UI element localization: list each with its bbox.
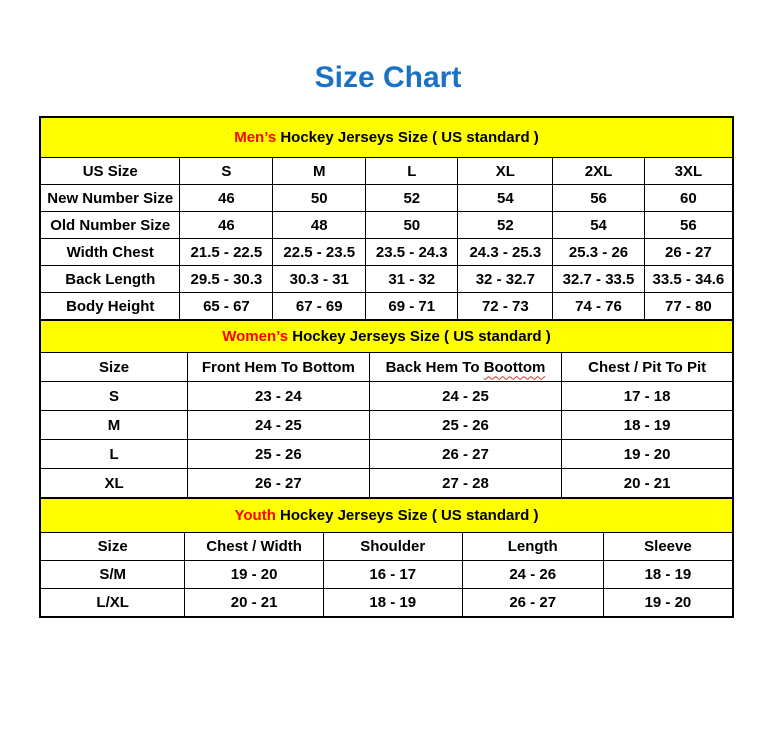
mens-column-header-4: XL bbox=[458, 158, 553, 185]
youth-column-header-3: Length bbox=[462, 533, 603, 561]
mens-cell: 46 bbox=[180, 212, 273, 239]
mens-cell: 33.5 - 34.6 bbox=[644, 266, 733, 293]
mens-cell: 56 bbox=[553, 185, 644, 212]
mens-column-header-6: 3XL bbox=[644, 158, 733, 185]
womens-section-title: Women’s Hockey Jerseys Size ( US standard ) bbox=[40, 320, 733, 353]
youth-section-title: Youth Hockey Jerseys Size ( US standard ) bbox=[40, 498, 733, 533]
mens-column-header-0: US Size bbox=[40, 158, 180, 185]
womens-section-band-row bbox=[40, 320, 733, 353]
mens-data-row-1 bbox=[40, 212, 733, 239]
youth-column-header-row bbox=[40, 533, 733, 561]
youth-data-row-1 bbox=[40, 589, 733, 618]
mens-cell: 50 bbox=[366, 212, 458, 239]
youth-cell: 24 - 26 bbox=[462, 561, 603, 589]
mens-cell: 52 bbox=[458, 212, 553, 239]
mens-cell: 74 - 76 bbox=[553, 293, 644, 321]
mens-cell: 32.7 - 33.5 bbox=[553, 266, 644, 293]
mens-cell: 46 bbox=[180, 185, 273, 212]
mens-section-title-highlight: Men’s bbox=[234, 129, 277, 146]
mens-cell: 22.5 - 23.5 bbox=[273, 239, 366, 266]
mens-cell: 25.3 - 26 bbox=[553, 239, 644, 266]
womens-row-label: XL bbox=[40, 469, 188, 499]
mens-cell: 26 - 27 bbox=[644, 239, 733, 266]
mens-data-row-2 bbox=[40, 239, 733, 266]
mens-column-header-row bbox=[40, 158, 733, 185]
mens-size-table bbox=[39, 116, 734, 321]
mens-row-label: Width Chest bbox=[40, 239, 180, 266]
mens-row-label: New Number Size bbox=[40, 185, 180, 212]
womens-cell: 19 - 20 bbox=[562, 440, 733, 469]
womens-cell: 25 - 26 bbox=[188, 440, 370, 469]
mens-data-row-3 bbox=[40, 266, 733, 293]
womens-size-table bbox=[39, 319, 734, 499]
mens-cell: 72 - 73 bbox=[458, 293, 553, 321]
womens-data-row-2 bbox=[40, 440, 733, 469]
mens-cell: 65 - 67 bbox=[180, 293, 273, 321]
mens-section-band-row bbox=[40, 117, 733, 158]
size-tables-container bbox=[39, 116, 734, 618]
youth-cell: 16 - 17 bbox=[323, 561, 462, 589]
youth-cell: 26 - 27 bbox=[462, 589, 603, 618]
mens-cell: 23.5 - 24.3 bbox=[366, 239, 458, 266]
womens-cell: 24 - 25 bbox=[369, 382, 562, 411]
youth-data-row-0 bbox=[40, 561, 733, 589]
youth-column-header-1: Chest / Width bbox=[185, 533, 324, 561]
mens-cell: 69 - 71 bbox=[366, 293, 458, 321]
youth-row-label: S/M bbox=[40, 561, 185, 589]
mens-cell: 60 bbox=[644, 185, 733, 212]
womens-data-row-1 bbox=[40, 411, 733, 440]
mens-cell: 32 - 32.7 bbox=[458, 266, 553, 293]
womens-data-row-0 bbox=[40, 382, 733, 411]
womens-cell: 23 - 24 bbox=[188, 382, 370, 411]
mens-cell: 48 bbox=[273, 212, 366, 239]
spellcheck-squiggle-word: Boottom bbox=[483, 358, 546, 376]
womens-section-title-highlight: Women’s bbox=[222, 328, 289, 345]
mens-cell: 77 - 80 bbox=[644, 293, 733, 321]
youth-cell: 18 - 19 bbox=[323, 589, 462, 618]
womens-row-label: S bbox=[40, 382, 188, 411]
mens-cell: 67 - 69 bbox=[273, 293, 366, 321]
youth-column-header-4: Sleeve bbox=[603, 533, 733, 561]
womens-column-header-row bbox=[40, 353, 733, 382]
womens-row-label: L bbox=[40, 440, 188, 469]
mens-cell: 24.3 - 25.3 bbox=[458, 239, 553, 266]
mens-cell: 54 bbox=[553, 212, 644, 239]
womens-row-label: M bbox=[40, 411, 188, 440]
youth-size-table bbox=[39, 497, 734, 618]
womens-column-header-1: Front Hem To Bottom bbox=[188, 353, 370, 382]
mens-cell: 50 bbox=[273, 185, 366, 212]
mens-cell: 31 - 32 bbox=[366, 266, 458, 293]
mens-row-label: Back Length bbox=[40, 266, 180, 293]
womens-cell: 25 - 26 bbox=[369, 411, 562, 440]
mens-section-title: Men’s Hockey Jerseys Size ( US standard ) bbox=[40, 117, 733, 158]
mens-column-header-3: L bbox=[366, 158, 458, 185]
youth-column-header-2: Shoulder bbox=[323, 533, 462, 561]
mens-data-row-0 bbox=[40, 185, 733, 212]
womens-cell: 26 - 27 bbox=[188, 469, 370, 499]
womens-cell: 17 - 18 bbox=[562, 382, 733, 411]
youth-section-band-row bbox=[40, 498, 733, 533]
womens-cell: 18 - 19 bbox=[562, 411, 733, 440]
womens-cell: 26 - 27 bbox=[369, 440, 562, 469]
womens-data-row-3 bbox=[40, 469, 733, 499]
womens-column-header-0: Size bbox=[40, 353, 188, 382]
mens-cell: 56 bbox=[644, 212, 733, 239]
youth-cell: 18 - 19 bbox=[603, 561, 733, 589]
youth-section-title-highlight: Youth bbox=[234, 507, 276, 524]
mens-column-header-2: M bbox=[273, 158, 366, 185]
youth-row-label: L/XL bbox=[40, 589, 185, 618]
mens-row-label: Body Height bbox=[40, 293, 180, 321]
mens-cell: 52 bbox=[366, 185, 458, 212]
mens-cell: 30.3 - 31 bbox=[273, 266, 366, 293]
mens-data-row-4 bbox=[40, 293, 733, 321]
womens-cell: 24 - 25 bbox=[188, 411, 370, 440]
mens-row-label: Old Number Size bbox=[40, 212, 180, 239]
youth-cell: 20 - 21 bbox=[185, 589, 324, 618]
womens-cell: 20 - 21 bbox=[562, 469, 733, 499]
womens-cell: 27 - 28 bbox=[369, 469, 562, 499]
mens-cell: 54 bbox=[458, 185, 553, 212]
youth-column-header-0: Size bbox=[40, 533, 185, 561]
mens-column-header-5: 2XL bbox=[553, 158, 644, 185]
page-title: Size Chart bbox=[314, 61, 462, 94]
mens-column-header-1: S bbox=[180, 158, 273, 185]
mens-cell: 21.5 - 22.5 bbox=[180, 239, 273, 266]
youth-cell: 19 - 20 bbox=[603, 589, 733, 618]
youth-cell: 19 - 20 bbox=[185, 561, 324, 589]
womens-column-header-3: Chest / Pit To Pit bbox=[562, 353, 733, 382]
womens-column-header-2: Back Hem To Boottom bbox=[369, 353, 562, 382]
mens-cell: 29.5 - 30.3 bbox=[180, 266, 273, 293]
